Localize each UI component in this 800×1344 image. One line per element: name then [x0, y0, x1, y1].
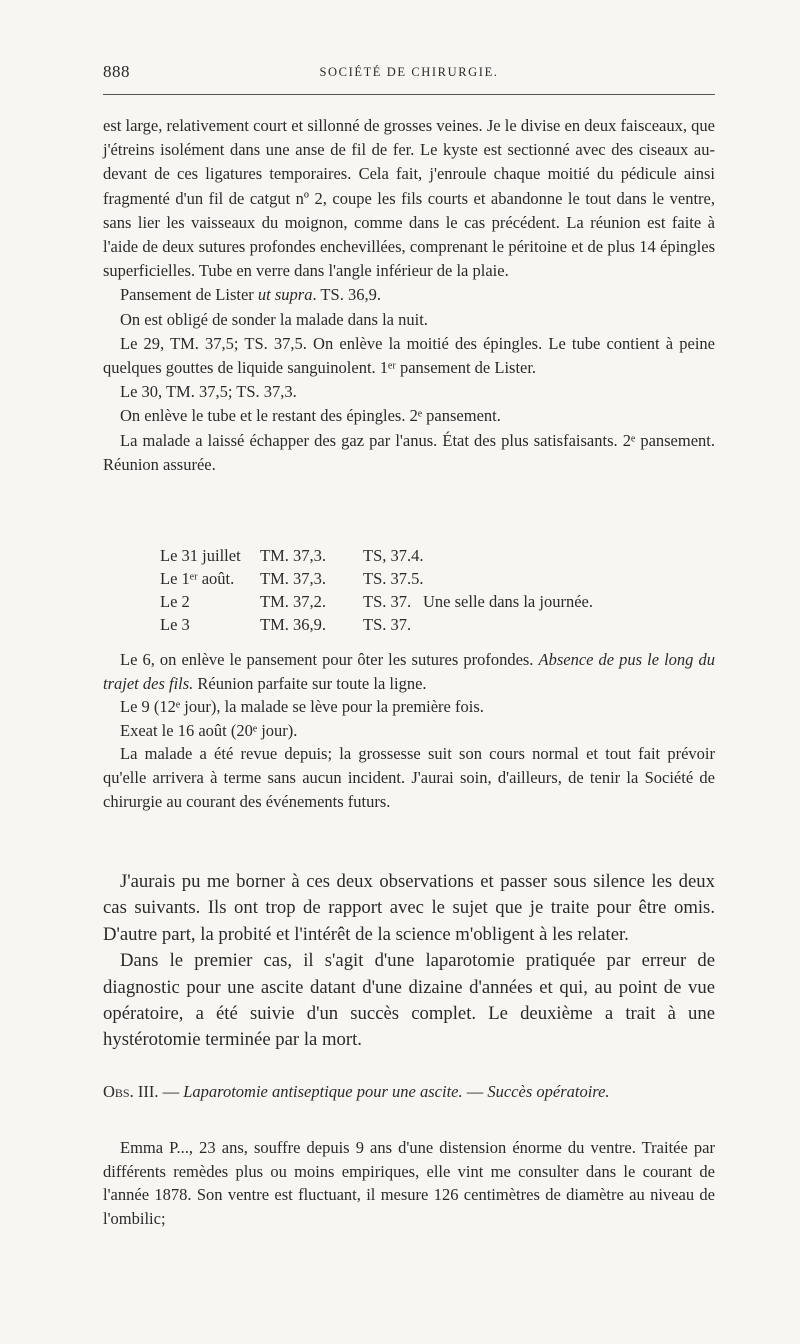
record-row	[160, 544, 700, 567]
temperature-records	[160, 544, 700, 636]
main-text	[103, 869, 715, 1054]
observation-outcome: Succès opératoire.	[487, 1082, 610, 1101]
italic-text: ut supra	[257, 285, 313, 305]
record-row	[160, 613, 700, 636]
record-date: Le 31 juillet	[160, 546, 241, 565]
record-tm: TM. 37,3.	[260, 546, 326, 565]
record-ts: TS. 37.5.	[363, 569, 424, 588]
text-run: Réunion parfaite sur toute la ligne.	[197, 673, 427, 693]
paragraph: Le 9 (12ᵉ jour), la malade se lève pour la première fois.	[120, 697, 484, 717]
page-header	[103, 62, 715, 86]
record-date: Le 1ᵉʳ août.	[160, 569, 235, 588]
record-row	[160, 590, 700, 613]
text-run: . TS. 36,9.	[312, 285, 381, 305]
paragraph: La malade a laissé échapper des gaz par l'anus. État des plus satisfaisants. 2ᵉ pansement. Réunion assurée.	[103, 430, 715, 474]
paragraph: est large, relativement court et sillonné de grosses veines. Je le divise en deux faisceaux, que j'étreins isolément dans une anse de fil de fer. Le kyste est sectionné avec des ciseaux au-devant de ces ligatures temporaires. Cela fait, j'enroule chaque moitié du pédicule ainsi fragmenté d'un fil de catgut nº 2, coupe les fils courts et abandonne le tout dans le ventre, sans lier les vaisseaux du moignon, comme dans le cas précédent. La réunion est faite à l'aide de deux sutures profondes enchevillées, comprenant le péritoine et de plus 14 épingles superficielles. Tube en verre dans l'angle inférieur de la plaie.	[103, 116, 715, 281]
record-ts: TS. 37.	[363, 592, 412, 611]
observation-heading	[103, 1080, 715, 1103]
paragraph: Dans le premier cas, il s'agit d'une laparotomie pratiquée par erreur de diagnostic pour une ascite datant d'une dizaine d'années et qui, au point de vue opératoire, a été suivie d'un succès complet. Le deuxième a trait à une hystérotomie terminée par la mort.	[103, 950, 715, 1051]
record-tm: TM. 37,3.	[260, 569, 326, 588]
page-number: 888	[103, 62, 130, 81]
paragraph: On est obligé de sonder la malade dans la nuit.	[120, 309, 428, 329]
record-tm: TM. 37,2.	[260, 592, 326, 611]
record-date: Le 2	[160, 592, 190, 611]
paragraph-pansement	[103, 283, 715, 307]
italic-text: Absence de pus le long du trajet des fils.	[103, 650, 715, 693]
paragraph: Exeat le 16 août (20ᵉ jour).	[120, 720, 298, 740]
paragraph: Le 30, TM. 37,5; TS. 37,3.	[120, 382, 297, 402]
paragraph: La malade a été revue depuis; la grossesse suit son cours normal et tout fait prévoir qu'elle arrivera à terme sans aucun incident. J'aurai soin, d'ailleurs, de tenir la Société de chirurgie au courant des événements futurs.	[103, 744, 715, 811]
dash: —	[158, 1082, 184, 1101]
record-ts: TS, 37.4.	[363, 546, 424, 565]
observation-title: Laparotomie antiseptique pour une ascite.	[183, 1082, 463, 1101]
paragraph: Emma P..., 23 ans, souffre depuis 9 ans d'une distension énorme du ventre. Traitée par différents remèdes plus ou moins empiriques, elle vint me consulter dans le courant de l'année 1878. Son ventre est fluctuant, il mesure 126 centimètres de diamètre au niveau de l'ombilic;	[103, 1138, 715, 1228]
paragraph: J'aurais pu me borner à ces deux observations et passer sous silence les deux cas suivants. Ils ont trop de rapport avec le sujet que je traite pour être omis. D'autre part, la probité et l'intérêt de la science m'obligent à les relater.	[103, 871, 715, 945]
header-rule	[103, 94, 715, 95]
record-note: Une selle dans la journée.	[423, 592, 593, 611]
observation-number: Obs. III.	[103, 1082, 159, 1101]
paragraph: On enlève le tube et le restant des épingles. 2ᵉ pansement.	[120, 406, 501, 426]
record-ts: TS. 37.	[363, 615, 412, 634]
running-head: SOCIÉTÉ DE CHIRURGIE.	[319, 65, 499, 79]
observation-text	[103, 1136, 715, 1230]
record-tm: TM. 36,9.	[260, 615, 326, 634]
paragraph: Le 29, TM. 37,5; TS. 37,5. On enlève la moitié des épingles. Le tube contient à peine quelques gouttes de liquide sanguinolent. 1ᵉʳ pansement de Lister.	[103, 333, 715, 378]
case-report-text	[103, 114, 715, 477]
post-op-text	[103, 648, 715, 813]
dash: —	[462, 1082, 488, 1101]
text-run: Pansement de Lister	[120, 285, 254, 305]
record-date: Le 3	[160, 615, 190, 634]
paragraph-sixth-day	[103, 648, 715, 695]
text-run: Le 6, on enlève le pansement pour ôter les sutures profondes.	[120, 650, 534, 669]
record-row	[160, 567, 700, 590]
